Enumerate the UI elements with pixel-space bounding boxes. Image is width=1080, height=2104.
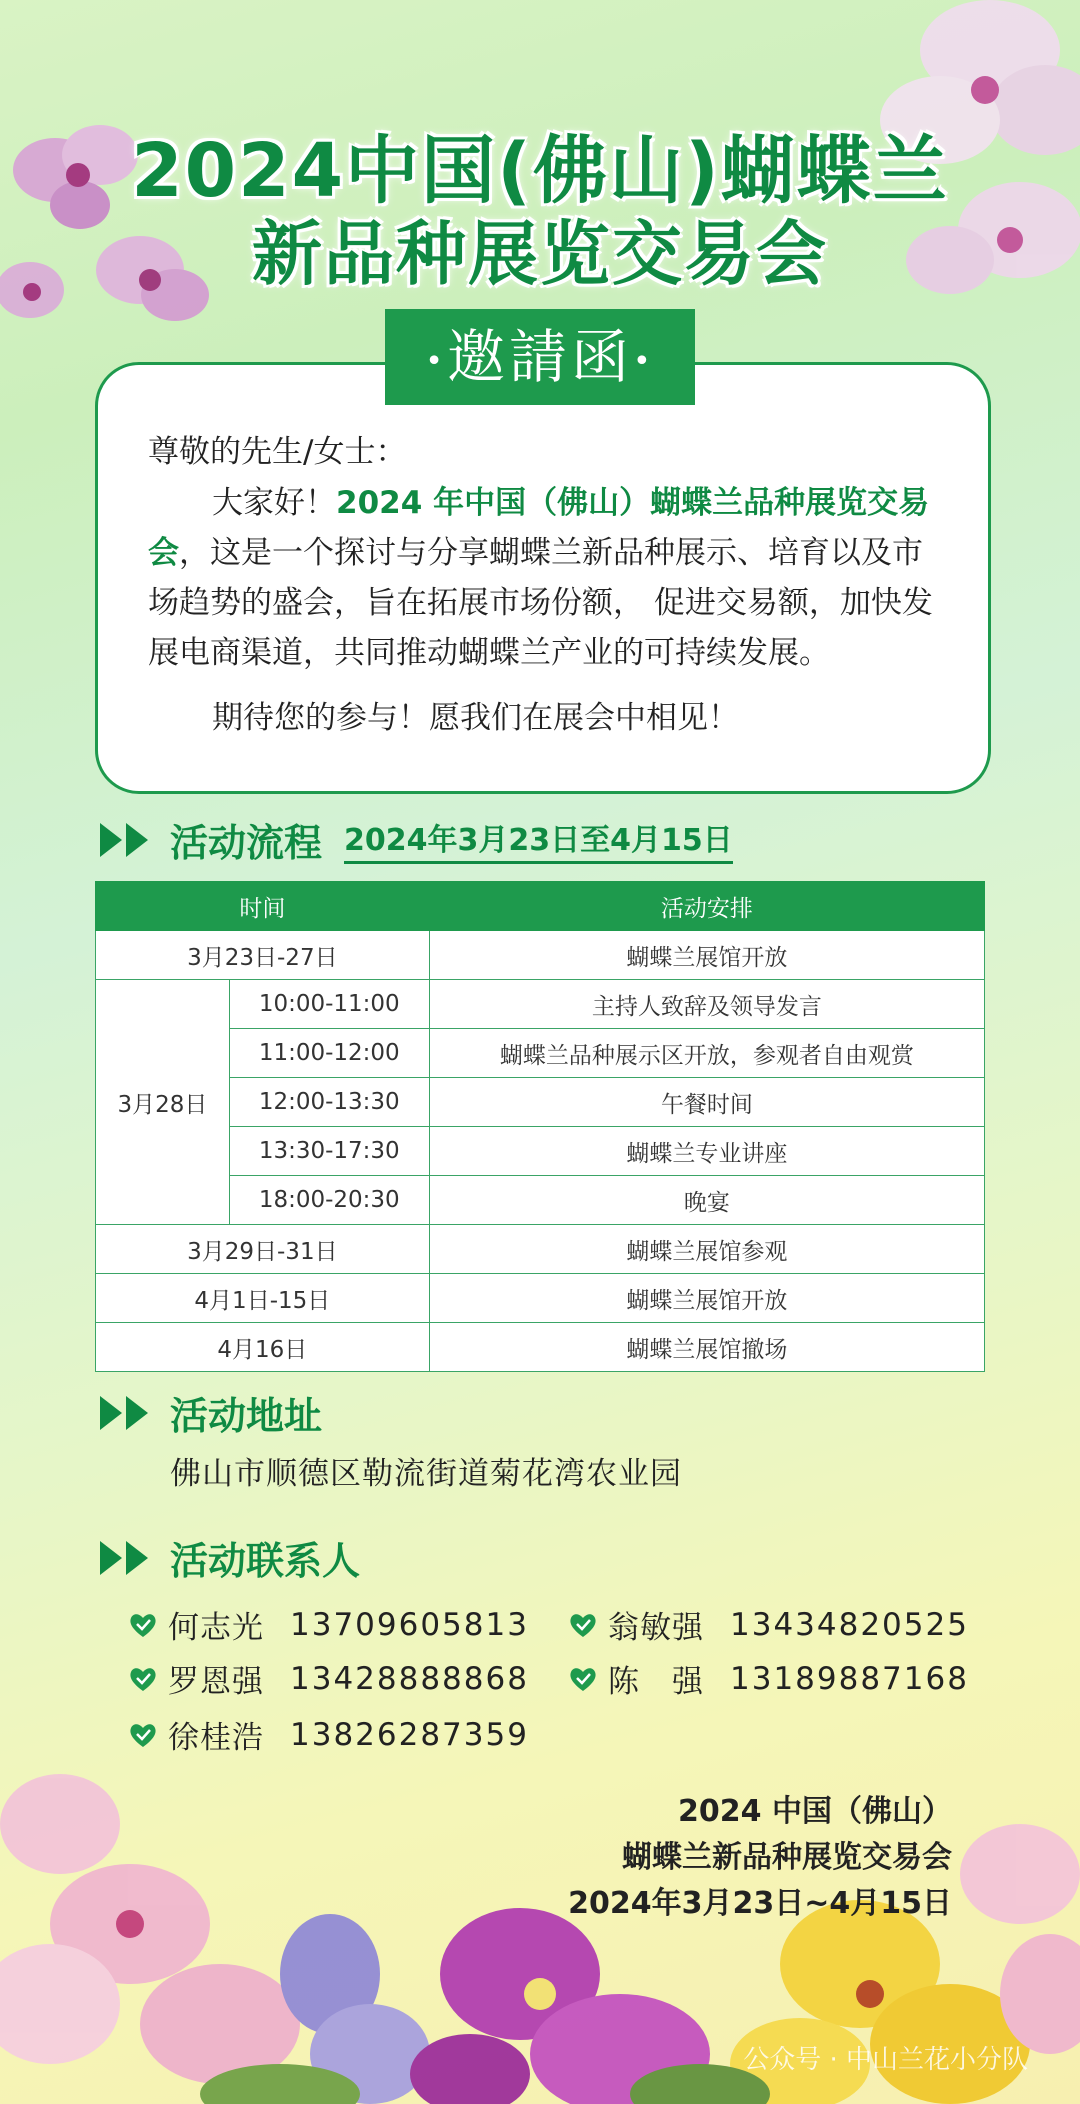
heart-check-icon	[128, 1664, 158, 1694]
schedule-table	[95, 881, 985, 1372]
row-date: 3月28日	[96, 980, 230, 1225]
schedule-header	[100, 812, 733, 867]
table-row	[96, 1225, 985, 1274]
table-header-row	[96, 882, 985, 931]
double-arrow-icon	[100, 823, 152, 857]
event-name-highlight: 2024 年中国（佛山）蝴蝶兰品种展览交易	[336, 485, 930, 521]
heart-check-icon	[568, 1664, 598, 1694]
greeting: 尊敬的先生/女士：	[148, 434, 407, 470]
table-row	[96, 1323, 985, 1372]
contact-phone[interactable]: 13709605813	[290, 1606, 529, 1643]
table-row	[96, 1078, 985, 1127]
row-activity: 主持人致辞及领导发言	[429, 980, 984, 1029]
double-arrow-icon	[100, 1396, 152, 1430]
row-time: 11:00-12:00	[229, 1029, 429, 1078]
watermark: 公众号 · 中山兰花小分队	[743, 2045, 1028, 2075]
table-row	[96, 980, 985, 1029]
row-activity: 蝴蝶兰展馆撤场	[429, 1323, 984, 1372]
contacts-title: 活动联系人	[170, 1538, 361, 1583]
column-header-activity: 活动安排	[429, 882, 984, 931]
heart-check-icon	[128, 1720, 158, 1750]
address-header	[100, 1385, 322, 1440]
table-row	[96, 931, 985, 980]
signature-line3: 2024年3月23日~4月15日	[568, 1886, 952, 1921]
table-row	[96, 1176, 985, 1225]
contact-name: 罗恩强	[168, 1664, 264, 1700]
row-activity: 蝴蝶兰展馆参观	[429, 1225, 984, 1274]
row-activity: 蝴蝶兰展馆开放	[429, 931, 984, 980]
row-date: 4月16日	[96, 1323, 430, 1372]
row-date: 3月29日-31日	[96, 1225, 430, 1274]
contact-name: 陈 强	[608, 1664, 704, 1700]
contact-item	[128, 1656, 529, 1701]
dot-icon: •	[425, 343, 447, 379]
schedule-date-range: 2024年3月23日至4月15日	[344, 815, 733, 864]
invitation-tag-label: 邀請函	[446, 323, 633, 391]
contact-phone[interactable]: 13428888868	[290, 1660, 529, 1697]
row-time: 13:30-17:30	[229, 1127, 429, 1176]
contact-phone[interactable]: 13189887168	[730, 1660, 969, 1697]
row-activity: 晚宴	[429, 1176, 984, 1225]
contact-name: 翁敏强	[608, 1610, 704, 1646]
row-date: 4月1日-15日	[96, 1274, 430, 1323]
contact-item	[568, 1602, 969, 1647]
table-row	[96, 1127, 985, 1176]
contact-phone[interactable]: 13434820525	[730, 1606, 969, 1643]
heart-check-icon	[128, 1610, 158, 1640]
event-name-highlight-end: 会	[148, 535, 179, 571]
heart-check-icon	[568, 1610, 598, 1640]
invitation-paragraph	[148, 478, 938, 678]
row-activity: 蝴蝶兰专业讲座	[429, 1127, 984, 1176]
contact-item	[128, 1602, 529, 1647]
signature-line2: 蝴蝶兰新品种展览交易会	[622, 1840, 952, 1875]
schedule-title: 活动流程	[170, 820, 323, 865]
poster-title-line1: 2024中国(佛山)蝴蝶兰	[131, 128, 949, 214]
contacts-header	[100, 1530, 360, 1585]
contact-name: 徐桂浩	[168, 1720, 264, 1756]
invitation-closing-text: 期待您的参与！愿我们在展会中相见！	[212, 700, 739, 736]
signature-line1: 2024 中国（佛山）	[678, 1794, 952, 1829]
column-header-time: 时间	[96, 882, 430, 931]
poster-title-line2: 新品种展览交易会	[252, 213, 828, 295]
invitation-body: ，这是一个探讨与分享蝴蝶兰新品种展示、培育以及市场趋势的盛会，旨在拓展市场份额， 促进交易额，加快发展电商渠道，共同推动蝴蝶兰产业的可持续发展。	[148, 535, 933, 671]
double-arrow-icon	[100, 1541, 152, 1575]
contact-item	[128, 1712, 529, 1757]
table-row	[96, 1274, 985, 1323]
row-time: 18:00-20:30	[229, 1176, 429, 1225]
row-time: 10:00-11:00	[229, 980, 429, 1029]
contact-phone[interactable]: 13826287359	[290, 1716, 529, 1753]
dot-icon: •	[633, 343, 655, 379]
row-activity: 蝴蝶兰品种展示区开放，参观者自由观赏	[429, 1029, 984, 1078]
address-text: 佛山市顺德区勒流街道菊花湾农业园	[170, 1456, 682, 1492]
row-time: 12:00-13:30	[229, 1078, 429, 1127]
table-row	[96, 1029, 985, 1078]
row-date: 3月23日-27日	[96, 931, 430, 980]
contact-name: 何志光	[168, 1610, 264, 1646]
address-title: 活动地址	[170, 1393, 323, 1438]
contact-item	[568, 1656, 969, 1701]
row-activity: 午餐时间	[429, 1078, 984, 1127]
invitation-tag	[385, 309, 695, 405]
invitation-closing	[148, 693, 938, 743]
invitation-hello: 大家好！	[212, 485, 336, 521]
row-activity: 蝴蝶兰展馆开放	[429, 1274, 984, 1323]
